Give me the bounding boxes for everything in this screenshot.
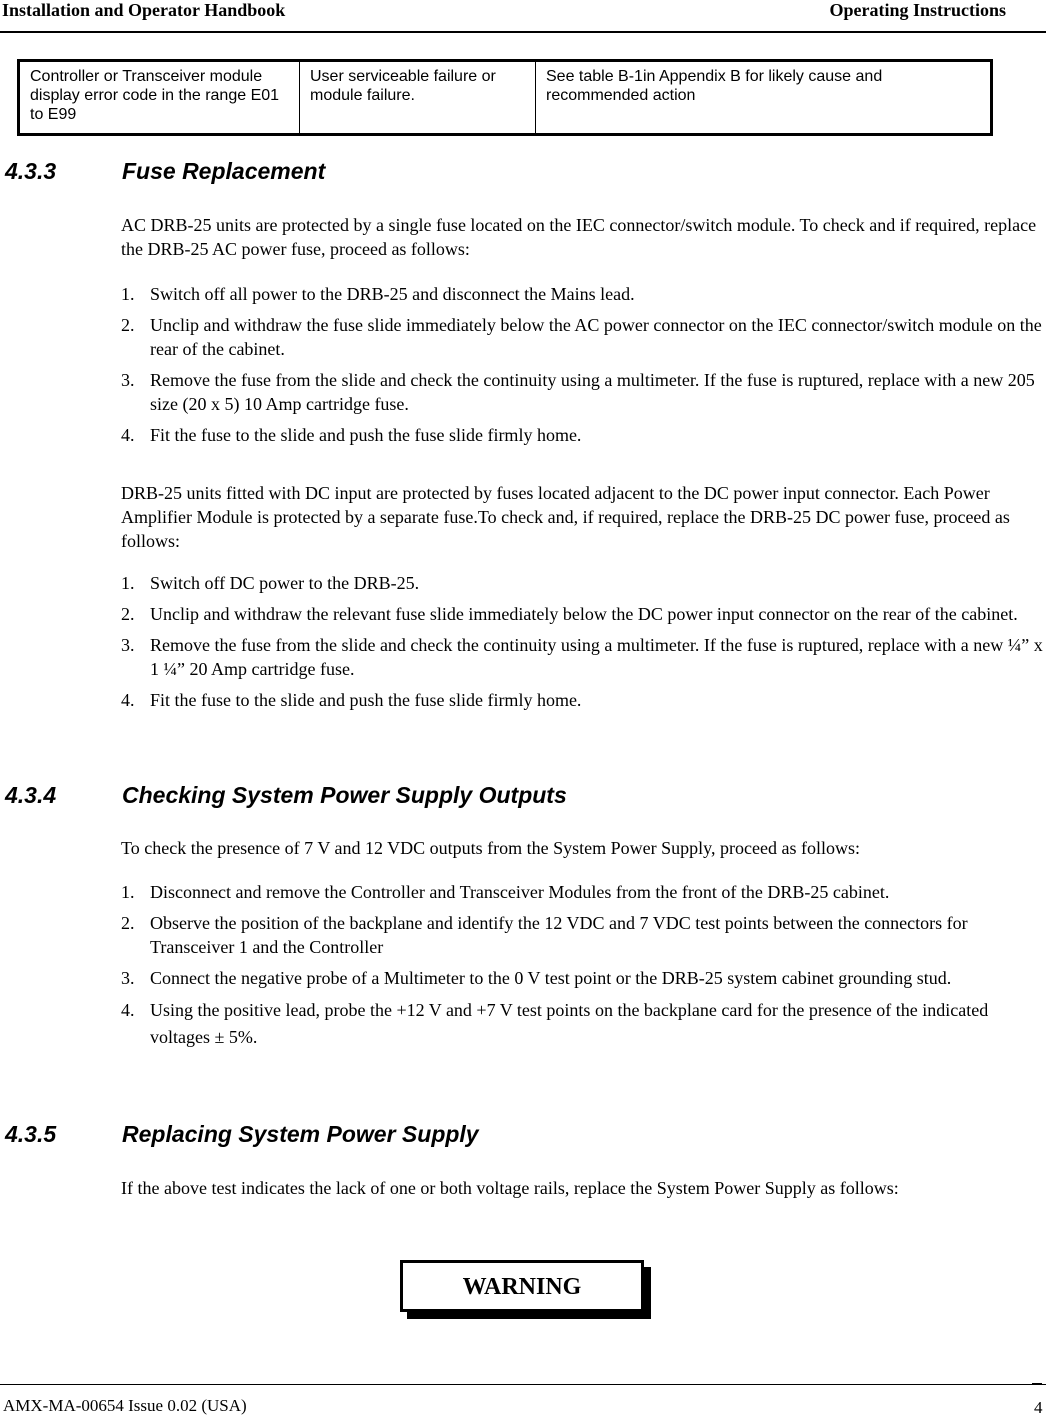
list-text: Fit the fuse to the slide and push the fuse slide firmly home. [150,425,582,445]
header-title: Installation and Operator Handbook [2,0,286,20]
list-item [121,880,1045,904]
section-title: Replacing System Power Supply [122,1121,479,1147]
paragraph-dc-fuse-intro: DRB-25 units fitted with DC input are protected by fuses located adjacent to the DC power input connector. Each Power Amplifier Module is protected by a separate fuse.To check and, if required, replace the DRB-25 DC power fuse, proceed as follows: [121,483,1010,551]
paragraph-outputs-intro: To check the presence of 7 V and 12 VDC outputs from the System Power Supply, proceed as follows: [121,838,860,858]
section-number: 4.3.4 [5,782,57,808]
list-text: Disconnect and remove the Controller and Transceiver Modules from the front of the DRB-25 cabinet. [150,882,890,902]
list-text: Remove the fuse from the slide and check the continuity using a multimeter. If the fuse is ruptured, replace with a new 205 size (20 x 5) 10 Amp cartridge fuse. [150,370,1035,414]
section-title: Fuse Replacement [122,158,326,184]
list-item [121,688,1045,712]
list-item [121,997,1045,1051]
list-number: 2. [121,604,135,624]
error-table [17,59,993,136]
list-number: 3. [121,370,135,390]
list-number: 1. [121,284,135,304]
list-text: Using the positive lead, probe the +12 V and +7 V test points on the backplane card for the presence of the indicated voltages ± 5%. [150,1000,989,1047]
list-item [121,602,1045,626]
list-item [121,282,1045,306]
list-number: 1. [121,882,135,902]
outputs-steps [121,880,1045,1058]
list-item [121,966,1045,990]
list-number: 4. [121,1000,135,1020]
list-text: Connect the negative probe of a Multimeter to the 0 V test point or the DRB-25 system cabinet grounding stud. [150,968,952,988]
section-heading-fuse-replacement [5,158,325,185]
list-text: Switch off DC power to the DRB-25. [150,573,420,593]
footer-mark [1032,1383,1042,1385]
list-item [121,423,1045,447]
error-table-action: See table B-1in Appendix B for likely cause and recommended action [546,68,883,104]
list-number: 2. [121,913,135,933]
list-number: 3. [121,968,135,988]
paragraph-ac-fuse-intro: AC DRB-25 units are protected by a single fuse located on the IEC connector/switch module. To check and if required, replace the DRB-25 AC power fuse, proceed as follows: [121,215,1037,259]
list-text: Fit the fuse to the slide and push the fuse slide firmly home. [150,690,582,710]
list-item [121,571,1045,595]
header-section: Operating Instructions [829,0,1006,20]
section-heading-power-supply-outputs [5,782,567,809]
list-text: Remove the fuse from the slide and check the continuity using a multimeter. If the fuse is ruptured, replace with a new ¼” x 1 ¼” 20 Amp cartridge fuse. [150,635,1043,679]
list-item [121,633,1045,681]
error-table-symptom: Controller or Transceiver module display error code in the range E01 to E99 [20,62,300,133]
list-number: 4. [121,690,135,710]
footer-rule [0,1384,1046,1385]
footer-page-number: 4 [1034,1398,1043,1417]
section-number: 4.3.3 [5,158,57,184]
error-table-cause: User serviceable failure or module failure. [300,62,536,133]
header-rule [0,31,1046,33]
list-text: Observe the position of the backplane and identify the 12 VDC and 7 VDC test points between the connectors for Transceiver 1 and the Controller [150,913,968,957]
list-text: Switch off all power to the DRB-25 and disconnect the Mains lead. [150,284,635,304]
list-item [121,911,1045,959]
section-number: 4.3.5 [5,1121,57,1147]
list-number: 2. [121,315,135,335]
section-heading-replacing-power-supply [5,1121,479,1148]
footer-document-id: AMX-MA-00654 Issue 0.02 (USA) [3,1396,247,1415]
list-text: Unclip and withdraw the fuse slide immediately below the AC power connector on the IEC connector/switch module on the rear of the cabinet. [150,315,1042,359]
paragraph-replace-intro: If the above test indicates the lack of one or both voltage rails, replace the System Power Supply as follows: [121,1178,899,1198]
list-item [121,368,1045,416]
list-text: Unclip and withdraw the relevant fuse slide immediately below the DC power input connector on the rear of the cabinet. [150,604,1018,624]
list-number: 3. [121,635,135,655]
section-title: Checking System Power Supply Outputs [122,782,567,808]
ac-fuse-steps [121,282,1045,454]
list-item [121,313,1045,361]
list-number: 4. [121,425,135,445]
warning-box: WARNING [400,1260,644,1312]
list-number: 1. [121,573,135,593]
dc-fuse-steps [121,571,1045,719]
